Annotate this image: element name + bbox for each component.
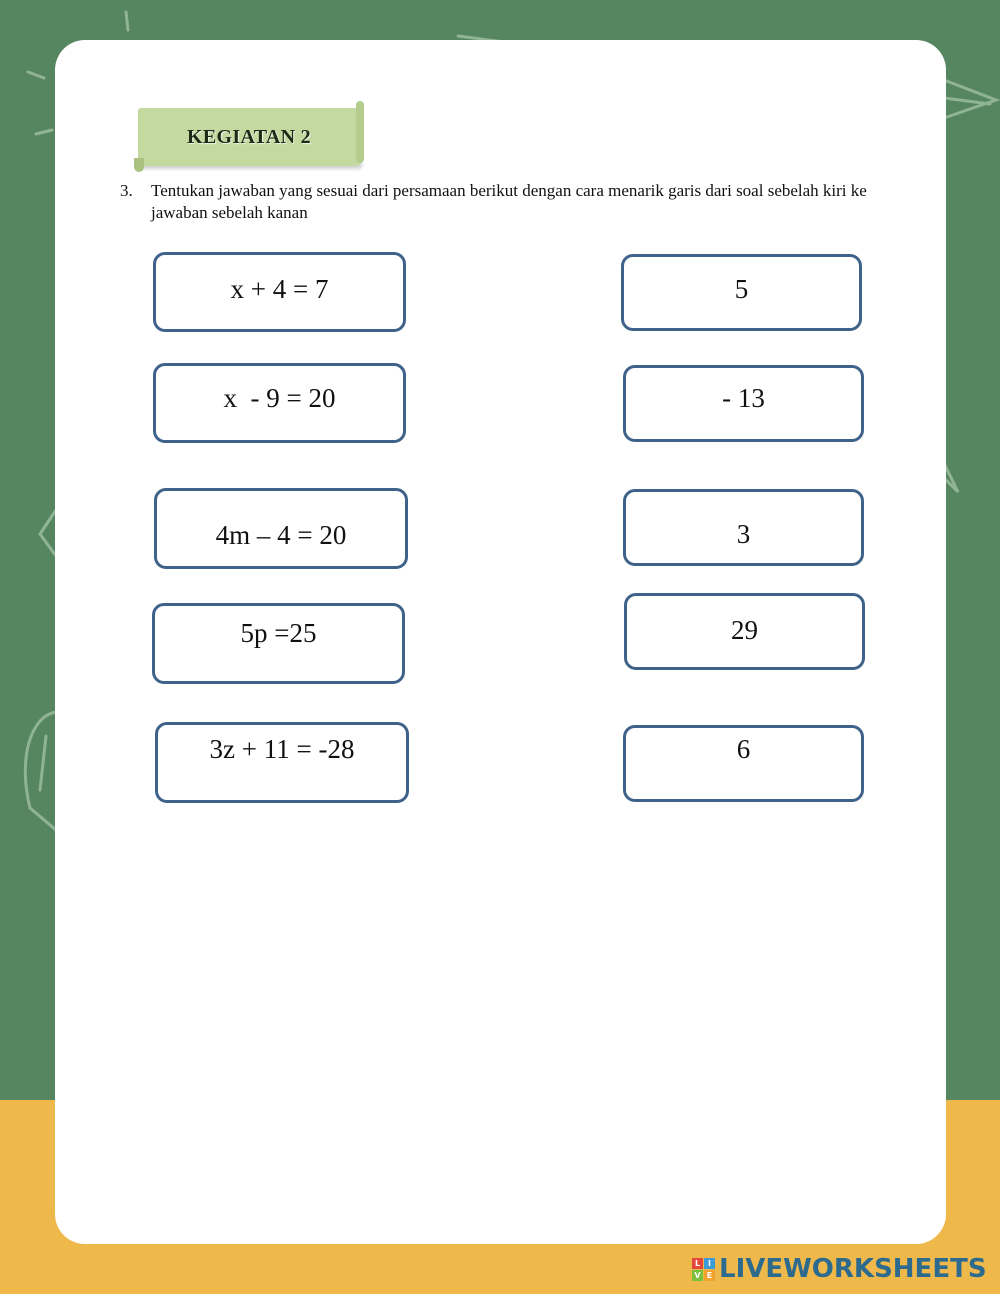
answer-text: 5 xyxy=(734,274,749,304)
question-box-3[interactable] xyxy=(154,488,408,569)
answer-box-1[interactable] xyxy=(621,254,862,331)
question-box-1[interactable] xyxy=(153,252,406,332)
answer-text: 6 xyxy=(736,734,751,764)
section-title: KEGIATAN 2 xyxy=(187,125,311,148)
liveworksheets-logo xyxy=(692,1254,987,1284)
question-box-2[interactable] xyxy=(153,363,406,443)
logo-text: LIVEWORKSHEETS xyxy=(719,1254,987,1284)
instruction-text: Tentukan jawaban yang sesuai dari persamaan berikut dengan cara menarik garis dari soal sebelah kiri ke jawaban sebelah kanan xyxy=(151,181,867,222)
answer-box-3[interactable] xyxy=(623,489,864,566)
question-box-4[interactable] xyxy=(152,603,405,684)
question-text: x + 4 = 7 xyxy=(230,274,329,304)
answer-box-5[interactable] xyxy=(623,725,864,802)
section-header-ribbon xyxy=(138,108,360,166)
answer-text: 3 xyxy=(736,519,751,549)
question-text: x - 9 = 20 xyxy=(223,383,336,413)
question-text: 5p =25 xyxy=(240,618,317,648)
logo-icon: L I V E xyxy=(692,1258,715,1281)
answer-box-4[interactable] xyxy=(624,593,865,670)
question-text: 4m – 4 = 20 xyxy=(215,520,347,550)
question-box-5[interactable] xyxy=(155,722,409,803)
answer-box-2[interactable] xyxy=(623,365,864,442)
answer-text: - 13 xyxy=(722,383,765,413)
instruction-number: 3. xyxy=(120,181,133,200)
answer-text: 29 xyxy=(731,615,758,645)
question-text: 3z + 11 = -28 xyxy=(209,734,355,764)
